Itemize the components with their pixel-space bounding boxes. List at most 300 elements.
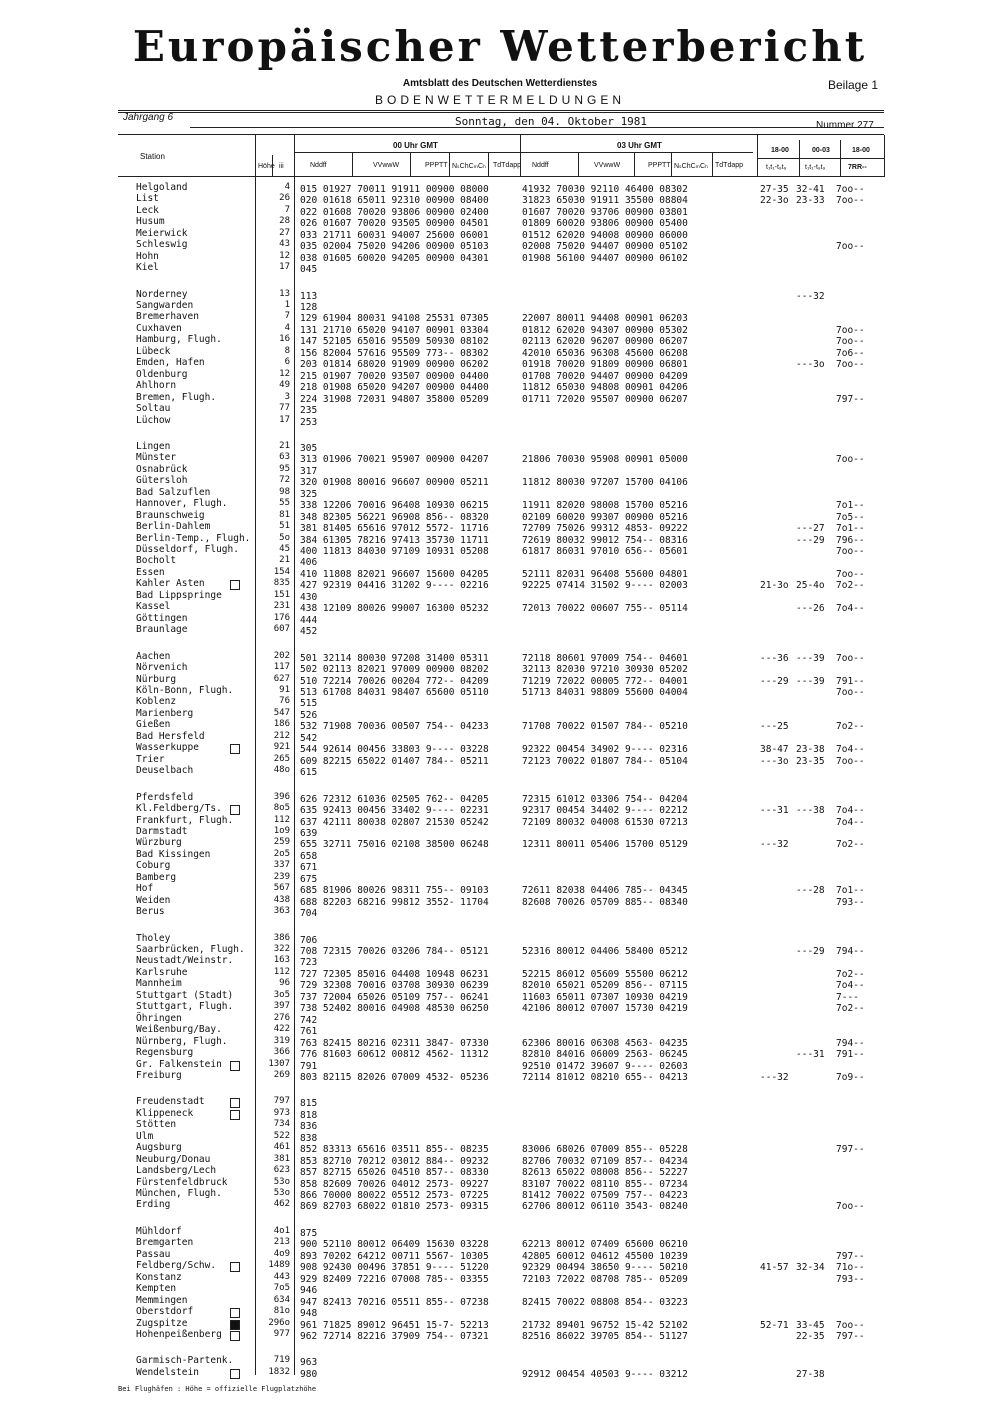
obs-00-gmt: 215 01907 70020 93507 00900 04400 <box>300 371 489 382</box>
station-hoehe: 17 <box>279 415 290 425</box>
station-name: Deuselbach <box>136 765 194 776</box>
station-name: Ahlhorn <box>136 380 177 391</box>
precip-18-00: 797-- <box>836 1144 865 1155</box>
precip-18-00: 7oo-- <box>836 653 865 664</box>
station-hoehe: 55 <box>279 498 290 508</box>
temp-00-03: ---39 <box>796 653 825 664</box>
precip-18-00: 794-- <box>836 1038 865 1049</box>
obs-03-gmt: 82810 84016 06009 2563- 06245 <box>522 1049 688 1060</box>
col-nschcmch-03: NₛChCₘCₕ <box>674 163 708 170</box>
obs-03-gmt: 82608 70026 05709 885-- 08340 <box>522 897 688 908</box>
obs-00-gmt: 818 <box>300 1110 318 1121</box>
obs-00-gmt: 015 01927 70011 91911 00900 08000 <box>300 184 489 195</box>
station-hoehe: 259 <box>273 837 290 847</box>
obs-00-gmt: 706 <box>300 935 318 946</box>
station-name: Bamberg <box>136 872 177 883</box>
station-name: Göttingen <box>136 613 188 624</box>
station-marker-icon <box>230 805 240 815</box>
obs-00-gmt: 131 21710 65020 94107 00901 03304 <box>300 325 489 336</box>
station-hoehe: 397 <box>273 1001 290 1011</box>
station-name: Coburg <box>136 860 171 871</box>
rule <box>884 135 885 177</box>
obs-03-gmt: 11812 80030 97207 15700 04106 <box>522 477 688 488</box>
precip-18-00: 7oo-- <box>836 454 865 465</box>
obs-00-gmt: 737 72004 65026 05109 757-- 06241 <box>300 992 489 1003</box>
station-name: Garmisch-Partenk. <box>136 1355 234 1366</box>
station-marker-icon <box>230 1320 240 1330</box>
precip-18-00: 7oo-- <box>836 1320 865 1331</box>
obs-00-gmt: 853 82710 70212 03012 884-- 09232 <box>300 1156 489 1167</box>
precip-18-00: 7o5-- <box>836 512 865 523</box>
obs-00-gmt: 544 92614 00456 33803 9---- 03228 <box>300 744 489 755</box>
station-name: Bad Salzuflen <box>136 487 211 498</box>
station-hoehe: 276 <box>273 1013 290 1023</box>
obs-00-gmt: 961 71825 89012 96451 15-7- 52213 <box>300 1320 489 1331</box>
station-hoehe: 1 <box>284 300 290 310</box>
obs-00-gmt: 908 92430 00496 37851 9---- 51220 <box>300 1262 489 1273</box>
station-name: Gütersloh <box>136 475 188 486</box>
obs-00-gmt: 438 12109 80026 99007 16300 05232 <box>300 603 489 614</box>
obs-00-gmt: 224 31908 72031 94807 35800 05209 <box>300 394 489 405</box>
station-hoehe: 53o <box>273 1177 290 1187</box>
station-marker-icon <box>230 1110 240 1120</box>
obs-00-gmt: 501 32114 80030 97208 31400 05311 <box>300 653 489 664</box>
obs-00-gmt: 035 02004 75020 94206 00900 05103 <box>300 241 489 252</box>
obs-03-gmt: 41932 70030 92110 46400 08302 <box>522 184 688 195</box>
col-nddff-00: Nddff <box>310 162 327 169</box>
obs-00-gmt: 156 82004 57616 95509 773-- 08302 <box>300 348 489 359</box>
station-hoehe: 202 <box>273 651 290 661</box>
obs-03-gmt: 01918 70020 91809 00900 06801 <box>522 359 688 370</box>
rule <box>272 155 273 177</box>
obs-00-gmt: 026 01607 70020 93505 00900 04501 <box>300 218 489 229</box>
obs-03-gmt: 92510 01472 39607 9---- 02603 <box>522 1061 688 1072</box>
station-name: Hof <box>136 883 154 894</box>
station-hoehe: 3o5 <box>273 990 290 1000</box>
station-hoehe: 6 <box>284 357 290 367</box>
obs-03-gmt: 72103 72022 08708 785-- 05209 <box>522 1274 688 1285</box>
station-hoehe: 48o <box>273 765 290 775</box>
station-name: Meierwick <box>136 228 188 239</box>
precip-18-00: 797-- <box>836 394 865 405</box>
obs-03-gmt: 83006 68026 07009 855-- 05228 <box>522 1144 688 1155</box>
obs-00-gmt: 452 <box>300 626 318 637</box>
temp-00-03: ---27 <box>796 523 825 534</box>
station-hoehe: 4o1 <box>273 1226 290 1236</box>
station-marker-icon <box>230 1061 240 1071</box>
obs-00-gmt: 045 <box>300 264 318 275</box>
obs-00-gmt: 430 <box>300 592 318 603</box>
obs-00-gmt: 948 <box>300 1308 318 1319</box>
station-name: Sangwarden <box>136 300 194 311</box>
station-name: Kl.Feldberg/Ts. <box>136 803 222 814</box>
precip-18-00: 7o1-- <box>836 500 865 511</box>
station-hoehe: 269 <box>273 1070 290 1080</box>
station-name: Schleswig <box>136 239 188 250</box>
obs-00-gmt: 400 11813 84030 97109 10931 05208 <box>300 546 489 557</box>
station-name: Tholey <box>136 933 171 944</box>
station-name: Weiden <box>136 895 171 906</box>
station-marker-icon <box>230 1369 240 1379</box>
precip-18-00: 791-- <box>836 676 865 687</box>
station-name: Aachen <box>136 651 171 662</box>
temp-00-03: 32-41 <box>796 184 825 195</box>
station-name: Lüchow <box>136 415 171 426</box>
col-nddff-03: Nddff <box>532 162 549 169</box>
temp-00-03: ---26 <box>796 603 825 614</box>
col-tdtdapp-00: TdTdapp <box>493 162 522 169</box>
obs-03-gmt: 12311 80011 05406 15700 05129 <box>522 839 688 850</box>
page-title: Europäischer Wetterbericht <box>132 22 868 71</box>
station-hoehe: 363 <box>273 906 290 916</box>
station-name: Berus <box>136 906 165 917</box>
station-hoehe: 443 <box>273 1272 290 1282</box>
station-name: Hohn <box>136 251 159 262</box>
subtitle: Amtsblatt des Deutschen Wetterdienstes <box>402 78 598 89</box>
obs-00-gmt: 626 72312 61036 02505 762-- 04205 <box>300 794 489 805</box>
temp-00-03: ---38 <box>796 805 825 816</box>
station-hoehe: 72 <box>279 475 290 485</box>
obs-03-gmt: 52215 86012 05609 55500 06212 <box>522 969 688 980</box>
obs-03-gmt: 01908 56100 94407 00900 06102 <box>522 253 688 264</box>
obs-03-gmt: 52316 80012 04406 58400 05212 <box>522 946 688 957</box>
precip-18-00: 791-- <box>836 1049 865 1060</box>
station-name: Wasserkuppe <box>136 742 199 753</box>
station-hoehe: 27 <box>279 228 290 238</box>
station-hoehe: 1o9 <box>273 826 290 836</box>
station-name: Würzburg <box>136 837 182 848</box>
precip-18-00: 7o1-- <box>836 885 865 896</box>
station-hoehe: 81o <box>273 1306 290 1316</box>
obs-00-gmt: 502 02113 82021 97009 00900 08202 <box>300 664 489 675</box>
station-hoehe: 1489 <box>268 1260 290 1270</box>
obs-00-gmt: 515 <box>300 698 318 709</box>
col-station: Station <box>140 152 165 161</box>
obs-00-gmt: 962 72714 82216 37909 754-- 07321 <box>300 1331 489 1342</box>
divider <box>118 134 884 135</box>
rule <box>352 153 353 177</box>
obs-00-gmt: 875 <box>300 1228 318 1239</box>
obs-03-gmt: 11603 65011 07307 10930 04219 <box>522 992 688 1003</box>
obs-00-gmt: 253 <box>300 417 318 428</box>
obs-03-gmt: 72118 80601 97009 754-- 04601 <box>522 653 688 664</box>
temp-00-03: 22-35 <box>796 1331 825 1342</box>
obs-00-gmt: 980 <box>300 1369 318 1380</box>
obs-03-gmt: 42010 65036 96308 45600 06208 <box>522 348 688 359</box>
station-hoehe: 17 <box>279 262 290 272</box>
obs-00-gmt: 639 <box>300 828 318 839</box>
precip-18-00: 7o4-- <box>836 603 865 614</box>
precip-18-00: 7oo-- <box>836 546 865 557</box>
obs-00-gmt: 637 42111 80038 02807 21530 05242 <box>300 817 489 828</box>
station-hoehe: 973 <box>273 1108 290 1118</box>
station-name: Erding <box>136 1199 171 1210</box>
rule <box>520 135 521 177</box>
obs-00-gmt: 858 82609 70026 04012 2573- 09227 <box>300 1179 489 1190</box>
temp-00-03: ---29 <box>796 946 825 957</box>
station-name: Neuburg/Donau <box>136 1154 211 1165</box>
obs-03-gmt: 72109 80032 04008 61530 07213 <box>522 817 688 828</box>
temp-18-00: ---32 <box>760 839 789 850</box>
obs-03-gmt: 82010 65021 05209 856-- 07115 <box>522 980 688 991</box>
station-name: Darmstadt <box>136 826 188 837</box>
divider <box>758 158 884 159</box>
obs-00-gmt: 526 <box>300 710 318 721</box>
station-hoehe: 2o5 <box>273 849 290 859</box>
station-hoehe: 462 <box>273 1199 290 1209</box>
temp-18-00: ---25 <box>760 721 789 732</box>
station-hoehe: 4 <box>284 323 290 333</box>
station-name: Bremen, Flugh. <box>136 392 217 403</box>
rule <box>634 153 635 177</box>
station-name: Lübeck <box>136 346 171 357</box>
station-hoehe: 3 <box>284 392 290 402</box>
obs-00-gmt: 857 82715 65026 04510 857-- 08330 <box>300 1167 489 1178</box>
station-name: Kahler Asten <box>136 578 205 589</box>
temp-18-00: ---36 <box>760 653 789 664</box>
station-hoehe: 8 <box>284 346 290 356</box>
station-hoehe: 154 <box>273 567 290 577</box>
obs-00-gmt: 038 01605 60020 94205 00900 04301 <box>300 253 489 264</box>
temp-00-03: ---39 <box>796 676 825 687</box>
station-hoehe: 21 <box>279 441 290 451</box>
station-hoehe: 7 <box>284 205 290 215</box>
obs-00-gmt: 384 61305 78216 97413 35730 11711 <box>300 535 489 546</box>
col-hoehe: Höhe <box>258 163 275 170</box>
footnote: Bei Flughäfen : Höhe = offizielle Flugplatzhöhe <box>118 1385 317 1393</box>
col-00-03: 00-03 <box>812 147 830 154</box>
rule <box>449 153 450 177</box>
obs-00-gmt: 022 01608 70020 93806 00900 02400 <box>300 207 489 218</box>
obs-00-gmt: 815 <box>300 1098 318 1109</box>
col-nschcmch-00: NₛChCₘCₕ <box>452 163 486 170</box>
station-name: Mannheim <box>136 978 182 989</box>
divider <box>295 152 753 153</box>
precip-18-00: 7oo-- <box>836 241 865 252</box>
station-hoehe: 7o5 <box>273 1283 290 1293</box>
temp-18-00: ---29 <box>760 676 789 687</box>
obs-00-gmt: 727 72305 85016 04408 10948 06231 <box>300 969 489 980</box>
obs-00-gmt: 723 <box>300 957 318 968</box>
station-name: Hohenpeißenberg <box>136 1329 222 1340</box>
temp-00-03: ---29 <box>796 535 825 546</box>
sub-18-00-b: 7RR-- <box>848 164 867 171</box>
station-hoehe: 98 <box>279 487 290 497</box>
date-label: Sonntag, den 04. Oktober 1981 <box>455 115 648 128</box>
obs-03-gmt: 02113 62020 96207 00900 06207 <box>522 336 688 347</box>
station-hoehe: 734 <box>273 1119 290 1129</box>
station-name: Bad Lippspringe <box>136 590 222 601</box>
station-name: Klippeneck <box>136 1108 194 1119</box>
col-gmt03: 03 Uhr GMT <box>617 141 662 150</box>
station-name: Emden, Hafen <box>136 357 205 368</box>
precip-18-00: 7o2-- <box>836 721 865 732</box>
station-hoehe: 4o9 <box>273 1249 290 1259</box>
obs-03-gmt: 92317 00454 34402 9---- 02212 <box>522 805 688 816</box>
precip-18-00: 7o9-- <box>836 1072 865 1083</box>
col-gmt00: 00 Uhr GMT <box>393 141 438 150</box>
station-name: Oberstdorf <box>136 1306 194 1317</box>
station-hoehe: 96 <box>279 978 290 988</box>
obs-03-gmt: 82415 70022 08808 854-- 03223 <box>522 1297 688 1308</box>
obs-03-gmt: 82516 86022 39705 854-- 51127 <box>522 1331 688 1342</box>
obs-00-gmt: 406 <box>300 557 318 568</box>
station-marker-icon <box>230 744 240 754</box>
station-name: Kempten <box>136 1283 177 1294</box>
temp-18-00: ---32 <box>760 1072 789 1083</box>
obs-00-gmt: 946 <box>300 1285 318 1296</box>
station-name: Münster <box>136 452 177 463</box>
obs-03-gmt: 52111 82031 96408 55600 04801 <box>522 569 688 580</box>
obs-03-gmt: 62213 80012 07409 65600 06210 <box>522 1239 688 1250</box>
station-name: Landsberg/Lech <box>136 1165 217 1176</box>
station-hoehe: 522 <box>273 1131 290 1141</box>
precip-18-00: 7oo-- <box>836 756 865 767</box>
station-name: Memmingen <box>136 1295 188 1306</box>
station-hoehe: 231 <box>273 601 290 611</box>
obs-00-gmt: 129 61904 80031 94108 25531 07305 <box>300 313 489 324</box>
station-name: Weißenburg/Bay. <box>136 1024 222 1035</box>
station-hoehe: 81 <box>279 510 290 520</box>
temp-00-03: 33-45 <box>796 1320 825 1331</box>
obs-03-gmt: 21732 89401 96752 15-42 52102 <box>522 1320 688 1331</box>
station-hoehe: 627 <box>273 674 290 684</box>
station-name: Wendelstein <box>136 1367 199 1378</box>
station-name: Pferdsfeld <box>136 792 194 803</box>
station-name: Bremgarten <box>136 1237 194 1248</box>
obs-00-gmt: 235 <box>300 405 318 416</box>
station-hoehe: 12 <box>279 369 290 379</box>
station-hoehe: 607 <box>273 624 290 634</box>
obs-00-gmt: 685 81906 80026 98311 755-- 09103 <box>300 885 489 896</box>
station-name: Bad Hersfeld <box>136 731 205 742</box>
station-name: Nürburg <box>136 674 177 685</box>
station-hoehe: 835 <box>273 578 290 588</box>
obs-00-gmt: 704 <box>300 908 318 919</box>
precip-18-00: 7o2-- <box>836 839 865 850</box>
obs-03-gmt: 62306 80016 06308 4563- 04235 <box>522 1038 688 1049</box>
beilage-label: Beilage 1 <box>828 78 879 92</box>
precip-18-00: 7o6-- <box>836 348 865 359</box>
obs-00-gmt: 742 <box>300 1015 318 1026</box>
obs-00-gmt: 869 82703 68022 01810 2573- 09315 <box>300 1201 489 1212</box>
station-name: Braunschweig <box>136 510 205 521</box>
station-marker-icon <box>230 580 240 590</box>
obs-00-gmt: 317 <box>300 466 318 477</box>
station-name: Karlsruhe <box>136 967 188 978</box>
obs-00-gmt: 128 <box>300 302 318 313</box>
divider <box>118 112 884 113</box>
obs-00-gmt: 761 <box>300 1026 318 1037</box>
station-name: Bocholt <box>136 555 177 566</box>
precip-18-00: 7oo-- <box>836 195 865 206</box>
obs-03-gmt: 71219 72022 00005 772-- 04001 <box>522 676 688 687</box>
station-hoehe: 12 <box>279 251 290 261</box>
precip-18-00: 7oo-- <box>836 569 865 580</box>
obs-03-gmt: 11812 65030 94808 00901 04206 <box>522 382 688 393</box>
obs-03-gmt: 62706 80012 06110 3543- 08240 <box>522 1201 688 1212</box>
obs-00-gmt: 020 01618 65011 92310 00900 08400 <box>300 195 489 206</box>
rule <box>410 153 411 177</box>
section-title: BODENWETTERMELDUNGEN <box>374 93 625 107</box>
station-hoehe: 51 <box>279 521 290 531</box>
temp-00-03: ---3o <box>796 359 825 370</box>
station-name: Koblenz <box>136 696 177 707</box>
station-name: Regensburg <box>136 1047 194 1058</box>
obs-00-gmt: 929 82409 72216 07008 785-- 03355 <box>300 1274 489 1285</box>
station-marker-icon <box>230 1098 240 1108</box>
obs-00-gmt: 675 <box>300 874 318 885</box>
precip-18-00: 7o4-- <box>836 744 865 755</box>
station-name: Norderney <box>136 289 188 300</box>
obs-03-gmt: 01708 70020 94407 00900 04209 <box>522 371 688 382</box>
station-name: Hannover, Flugh. <box>136 498 228 509</box>
obs-00-gmt: 866 70000 80022 05512 2573- 07225 <box>300 1190 489 1201</box>
obs-03-gmt: 71708 70022 01507 784-- 05210 <box>522 721 688 732</box>
station-hoehe: 265 <box>273 754 290 764</box>
obs-03-gmt: 92329 00494 38650 9---- 50210 <box>522 1262 688 1273</box>
obs-03-gmt: 32113 82030 97210 30930 05202 <box>522 664 688 675</box>
precip-18-00: 794-- <box>836 946 865 957</box>
station-name: Feldberg/Schw. <box>136 1260 217 1271</box>
temp-18-00: ---31 <box>760 805 789 816</box>
temp-00-03: ---31 <box>796 1049 825 1060</box>
obs-03-gmt: 31823 65030 91911 35500 08804 <box>522 195 688 206</box>
obs-03-gmt: 72709 75026 99312 4853- 09222 <box>522 523 688 534</box>
station-name: Essen <box>136 567 165 578</box>
station-name: Augsburg <box>136 1142 182 1153</box>
obs-03-gmt: 72013 70022 00607 755-- 05114 <box>522 603 688 614</box>
station-name: Freiburg <box>136 1070 182 1081</box>
precip-18-00: 7oo-- <box>836 359 865 370</box>
obs-00-gmt: 671 <box>300 862 318 873</box>
col-pppt-03: PPPTT <box>648 162 671 169</box>
obs-00-gmt: 542 <box>300 733 318 744</box>
obs-03-gmt: 82613 65022 08008 856-- 52227 <box>522 1167 688 1178</box>
jahrgang-label: Jahrgang 6 <box>123 112 174 123</box>
station-hoehe: 77 <box>279 403 290 413</box>
obs-03-gmt: 21806 70030 95908 00901 05000 <box>522 454 688 465</box>
obs-00-gmt: 763 82415 80216 02311 3847- 07330 <box>300 1038 489 1049</box>
station-hoehe: 5o <box>279 533 290 543</box>
col-18-00-a: 18-00 <box>771 147 789 154</box>
precip-18-00: 7oo-- <box>836 336 865 347</box>
temp-18-00: 41-57 <box>760 1262 789 1273</box>
obs-03-gmt: 11911 82020 98008 15700 05216 <box>522 500 688 511</box>
obs-03-gmt: 92322 00454 34902 9---- 02316 <box>522 744 688 755</box>
obs-03-gmt: 42106 80012 07007 15730 04219 <box>522 1003 688 1014</box>
precip-18-00: 7o4-- <box>836 817 865 828</box>
station-hoehe: 461 <box>273 1142 290 1152</box>
station-name: Trier <box>136 754 165 765</box>
station-name: Berlin-Temp., Flugh. <box>136 533 251 544</box>
precip-18-00: 793-- <box>836 1274 865 1285</box>
station-hoehe: 212 <box>273 731 290 741</box>
temp-18-00: 38-47 <box>760 744 789 755</box>
temp-00-03: 27-38 <box>796 1369 825 1380</box>
col-iii: iii <box>279 163 284 170</box>
station-hoehe: 45 <box>279 544 290 554</box>
rule <box>712 153 713 177</box>
station-marker-icon <box>230 1308 240 1318</box>
station-name: Oldenburg <box>136 369 188 380</box>
obs-00-gmt: 320 01908 80016 96607 00900 05211 <box>300 477 489 488</box>
obs-00-gmt: 218 01908 65020 94207 00900 04400 <box>300 382 489 393</box>
obs-03-gmt: 42805 60012 04612 45500 10239 <box>522 1251 688 1262</box>
temp-00-03: 25-4o <box>796 580 825 591</box>
obs-00-gmt: 513 61708 84031 98407 65600 05110 <box>300 687 489 698</box>
station-marker-icon <box>230 1331 240 1341</box>
